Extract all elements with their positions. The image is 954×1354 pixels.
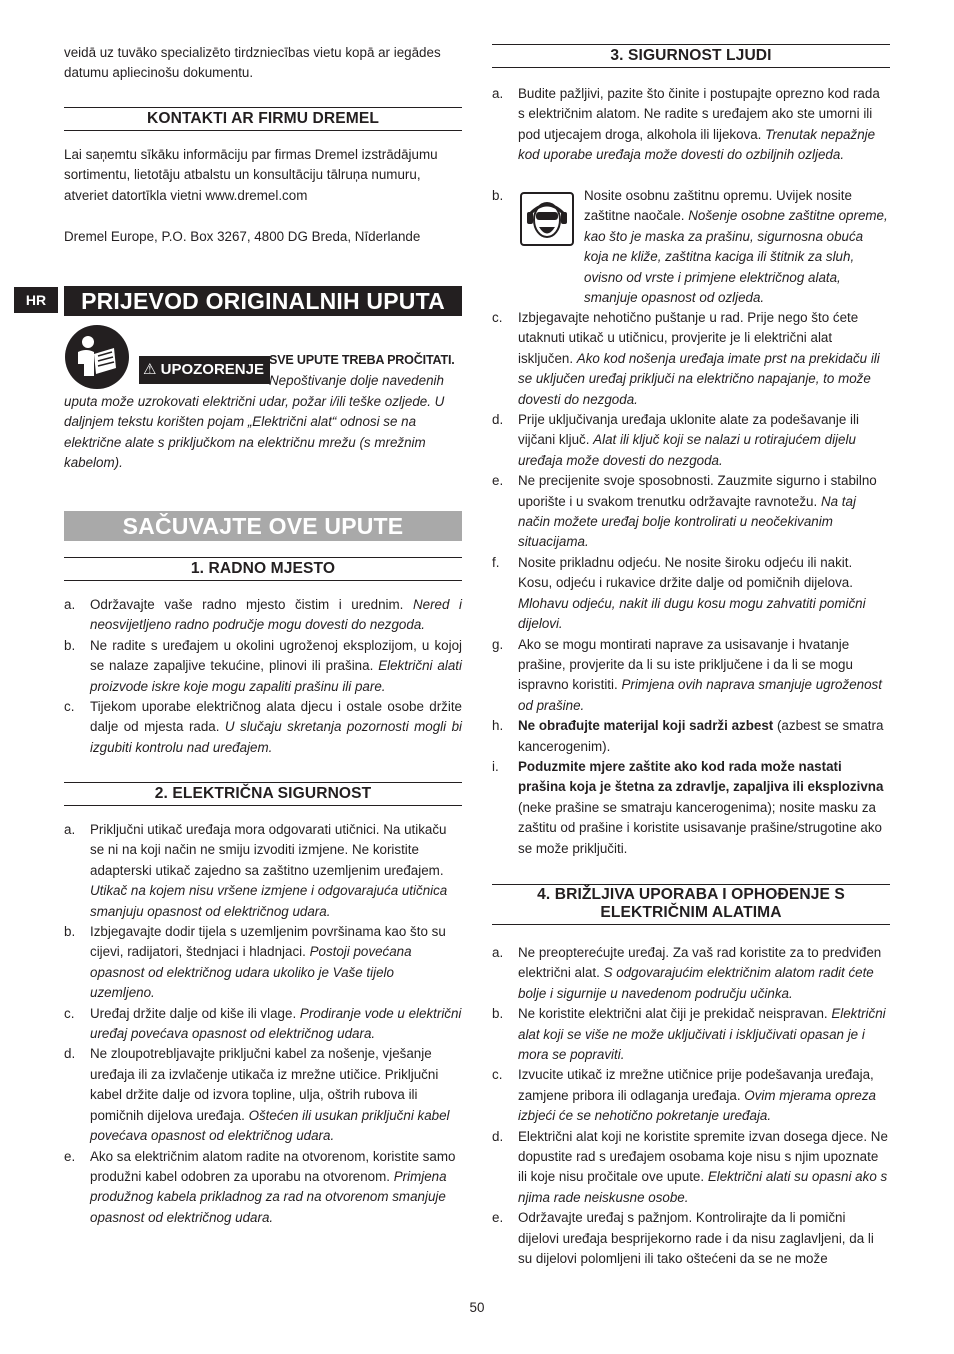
item-text: Održavajte uređaj s pažnjom. Kontrolirajte da li pomični dijelovi uređaja besprijekorno rade i da nisu zaglavljeni, da li su dijelovi polomljeni ili tako oštećeni da se ne može — [518, 1210, 874, 1267]
item-text-b-intro: Nosite osobnu zaštitnu opremu. Uvijek nosite zaštitne naočale. Nošenje osobne zaštitne opreme, kao što je maska za prašinu, sigurnosna obuća koja ne kliže, zaštitna kaciga ili štitnik za sluh, ovisno od vrste i primjene električnog alata, smanjuje opasnost od ozljeda. — [584, 188, 888, 306]
list-item — [64, 595, 462, 636]
contacts-paragraph: Lai saņemtu sīkāku informāciju par firmas Dremel izstrādājumu sortimentu, lietotāju atbalstu un konsultāciju tālruņa numuru, atveriet datortīkla vietni www.dremel.com — [64, 147, 438, 203]
intro-paragraph: veidā uz tuvāko specializēto tirdzniecības vietu kopā ar iegādes datumu apliecinošu dokumentu. — [64, 45, 441, 81]
item-text: Ne obrađujte materijal koji sadrži azbest (azbest se smatra kancerogenim). — [518, 718, 884, 754]
list-item — [492, 716, 890, 757]
item-letter: d. — [492, 1128, 504, 1144]
item-letter: c. — [492, 310, 503, 325]
item-letter: c. — [64, 1005, 75, 1021]
item-text: Ako sa električnim alatom radite na otvorenom, koristite samo produžni kabel odobren za uporabu na otvorenom. Primjena produžnog kabela prikladnog za rad na otvorenom smanjuje opasnost od električnog udara. — [90, 1148, 456, 1225]
list-item — [492, 1208, 890, 1269]
item-letter: g. — [492, 636, 504, 652]
item-text: Prije uključivanja uređaja uklonite alate za podešavanje ili vijčani ključ. Alat ili ključ koji se nalazi u rotirajućem dijelu uređaja može dovesti do nezgoda. — [518, 412, 859, 468]
item-letter: a. — [492, 86, 504, 101]
item-letter: a. — [492, 945, 504, 960]
item-letter: e. — [64, 1148, 76, 1164]
list-item — [492, 308, 890, 410]
section-3-list-b — [492, 308, 890, 859]
item-letter: a. — [64, 597, 76, 612]
item-letter: b. — [64, 924, 76, 940]
item-text: Ne preopterećujte uređaj. Za vaš rad koristite za to predviđen električni alat. S odgovarajućim električnim alatom radit ćete bolje i sigurnije u navedenom području učinka. — [518, 945, 882, 1001]
contacts-heading: KONTAKTI AR FIRMU DREMEL — [64, 107, 462, 131]
warning-bold-text: SVE UPUTE TREBA PROČITATI. — [269, 353, 455, 367]
item-text: Ne koristite električni alat čiji je prekidač neispravan. Električni alat koji se više ne može uključivati i isključivati opasan je i mora se popraviti. — [518, 1006, 886, 1063]
read-manual-icon — [64, 324, 130, 390]
list-item — [492, 1065, 890, 1126]
item-text: Električni alat koji ne koristite spremite izvan dosega djece. Ne dopustite rad s uređajem osobama koje nisu s njim upoznate ili koje nisu pročitale ove upute. Električni alati su opasni ako s njima rade neiskusne osobe. — [518, 1128, 888, 1205]
list-item — [492, 84, 890, 166]
translation-banner: PRIJEVOD ORIGINALNIH UPUTA — [64, 286, 462, 316]
item-letter: i. — [492, 758, 499, 774]
item-text: Izbjegavajte dodir tijela s uzemljenim površinama kao što su cijevi, radijatori, štednjaci i hladnjaci. Postoji povećana opasnost od električnog udara ukoliko je Vaše tijelo uzemljeno. — [90, 924, 446, 1001]
section-4-heading: 4. BRIŽLJIVA UPORABA I OPHOĐENJE S ELEKTRIČNIM ALATIMA — [492, 884, 890, 925]
list-item — [64, 820, 462, 922]
warning-italic-text-1: Nepoštivanje dolje navedenih — [269, 373, 444, 388]
item-letter: b. — [492, 188, 504, 203]
item-letter: b. — [492, 1006, 504, 1022]
list-item — [492, 471, 890, 553]
item-letter: c. — [492, 1067, 503, 1083]
item-text: Održavajte vaše radno mjesto čistim i urednim. Nered i neosvijetljeno radno područje mogu dovesti do nezgoda. — [90, 597, 462, 633]
section-3-heading: 3. SIGURNOST LJUDI — [492, 44, 890, 68]
section-2-heading: 2. ELEKTRIČNA SIGURNOST — [64, 782, 462, 806]
list-item — [492, 410, 890, 471]
item-letter: f. — [492, 554, 500, 570]
section-1-heading: 1. RADNO MJESTO — [64, 557, 462, 581]
language-tab: HR — [14, 287, 58, 313]
item-text: Ne radite s uređajem u okolini ugroženoj eksplozijom, u kojoj se nalaze zapaljive tekućine, plinovi ili prašina. Električni alati proizvode iskre koje mogu zapaliti prašinu ili pare. — [90, 637, 462, 694]
warning-italic-text-2: uputa može uzrokovati električni udar, požar i/ili teške ozljede. U daljnjem tekstu korišten pojam „Električni alat“ odnosi se na električne alate s priključkom na električnu mrežu (s mrežnim kabelom). — [64, 394, 445, 471]
item-letter: d. — [492, 412, 504, 428]
list-item — [492, 1127, 890, 1209]
warning-label: UPOZORENJE — [160, 361, 264, 378]
item-text: Ako se mogu montirati naprave za usisavanje i hvatanje prašine, provjerite da li su iste priključene i da li se mogu ispravno koristiti. Primjena ovih naprava smanjuje ugroženost od prašine. — [518, 636, 882, 713]
section-2-list — [64, 820, 462, 1228]
item-text: Priključni utikač uređaja mora odgovarati utičnici. Na utikaču se ni na koji način ne smiju izvoditi izmjene. Ne koristite adapterski utikač zajedno sa zaštitno uzemljenim uređajem. Utikač na kojem nisu vršene izmjene i odgovarajuća utičnica smanjuju opasnost od električnog udara. — [90, 822, 448, 919]
list-item — [492, 1004, 890, 1065]
section-4-list — [492, 943, 890, 1270]
item-text: Tijekom uporabe električnog alata djecu i ostale osobe držite dalje od mjesta rada. U slučaju skretanja pozornosti mogli bi izgubiti kontrolu nad uređajem. — [90, 699, 462, 755]
page-number: 50 — [469, 1300, 485, 1315]
item-letter: d. — [64, 1046, 76, 1062]
item-text: Izvucite utikač iz mrežne utičnice prije podešavanja uređaja, zamjene pribora ili odlaganja uređaja. Ovim mjerama opreza izbjeći će se nehotično pokretanje uređaja. — [518, 1067, 877, 1124]
item-letter: a. — [64, 822, 76, 837]
list-item — [64, 636, 462, 697]
item-text: Nosite prikladnu odjeću. Ne nosite široku odjeću ili nakit. Kosu, odjeću i rukavice držite dalje od pomičnih dijelova. Mlohavu odjeću, nakit ili dugu kosu mogu zahvatiti pomični dijelovi. — [518, 554, 866, 632]
item-text: Poduzmite mjere zaštite ako kod rada može nastati prašina koja je štetna za zdravlje, zapaljiva ili eksplozivna (neke prašine se smatraju kancerogenima); nosite masku za zaštitu od prašine i koristite usisavanje prašine/strugotine ako se može priključiti. — [518, 758, 884, 856]
item-letter: c. — [64, 699, 75, 715]
protective-equipment-icon — [520, 192, 574, 246]
item-text: Izbjegavajte nehotično puštanje u rad. Prije nego što ćete utaknuti utikač u utičnicu, provjerite je li električni alat isključen. Ako kod nošenja uređaja imate prst na prekidaču ili se uključen uređaj priključi na električno napajanje, to može dovesti do nezgoda. — [518, 310, 880, 407]
list-item — [64, 1004, 462, 1045]
item-letter: h. — [492, 718, 504, 734]
section-1-list — [64, 595, 462, 758]
list-item — [492, 943, 890, 1004]
list-item — [492, 757, 890, 859]
list-item — [64, 697, 462, 758]
item-letter: b. — [64, 637, 76, 653]
list-item — [492, 553, 890, 635]
save-instructions-banner: SAČUVAJTE OVE UPUTE — [64, 511, 462, 541]
item-text: Ne precijenite svoje sposobnosti. Zauzmite sigurno i stabilno uporište i u svakom trenutku održavajte ravnotežu. Na taj način možete uređaj bolje kontrolirati u neočekivanim situacijama. — [518, 473, 877, 550]
address: Dremel Europe, P.O. Box 3267, 4800 DG Breda, Nīderlande — [64, 229, 421, 244]
item-text: Budite pažljivi, pazite što činite i postupajte oprezno kod rada s električnim alatom. Ne radite s uređajem ako ste umorni ili pod utjecajem droga, alkohola ili lijekova. Trenutak nepažnje kod uporabe uređaja može dovesti do ozbiljnih ozljeda. — [518, 86, 880, 163]
section-3-item-b — [492, 186, 890, 308]
list-item — [492, 635, 890, 717]
list-item — [64, 1044, 462, 1146]
item-text: Ne zloupotrebljavajte priključni kabel za nošenje, vješanje uređaja ili za izvlačenje utikača iz mrežne utičice. Priključni kabel držite dalje od izvora topline, ulja, oštrih rubova ili pomičnih dijelova uređaja. Oštećen ili usukan priključni kabel povećava opasnost od električnog udara. — [90, 1046, 450, 1144]
item-letter: e. — [492, 473, 504, 489]
warning-triangle-icon: ⚠ — [143, 361, 157, 378]
item-text: Uređaj držite dalje od kiše ili vlage. Prodiranje vode u električni uređaj povećava opasnost od električnog udara. — [90, 1005, 462, 1042]
item-letter: e. — [492, 1210, 504, 1226]
section-3-list-a — [492, 84, 890, 166]
warning-badge — [139, 356, 270, 384]
list-item — [64, 922, 462, 1004]
list-item — [64, 1147, 462, 1229]
